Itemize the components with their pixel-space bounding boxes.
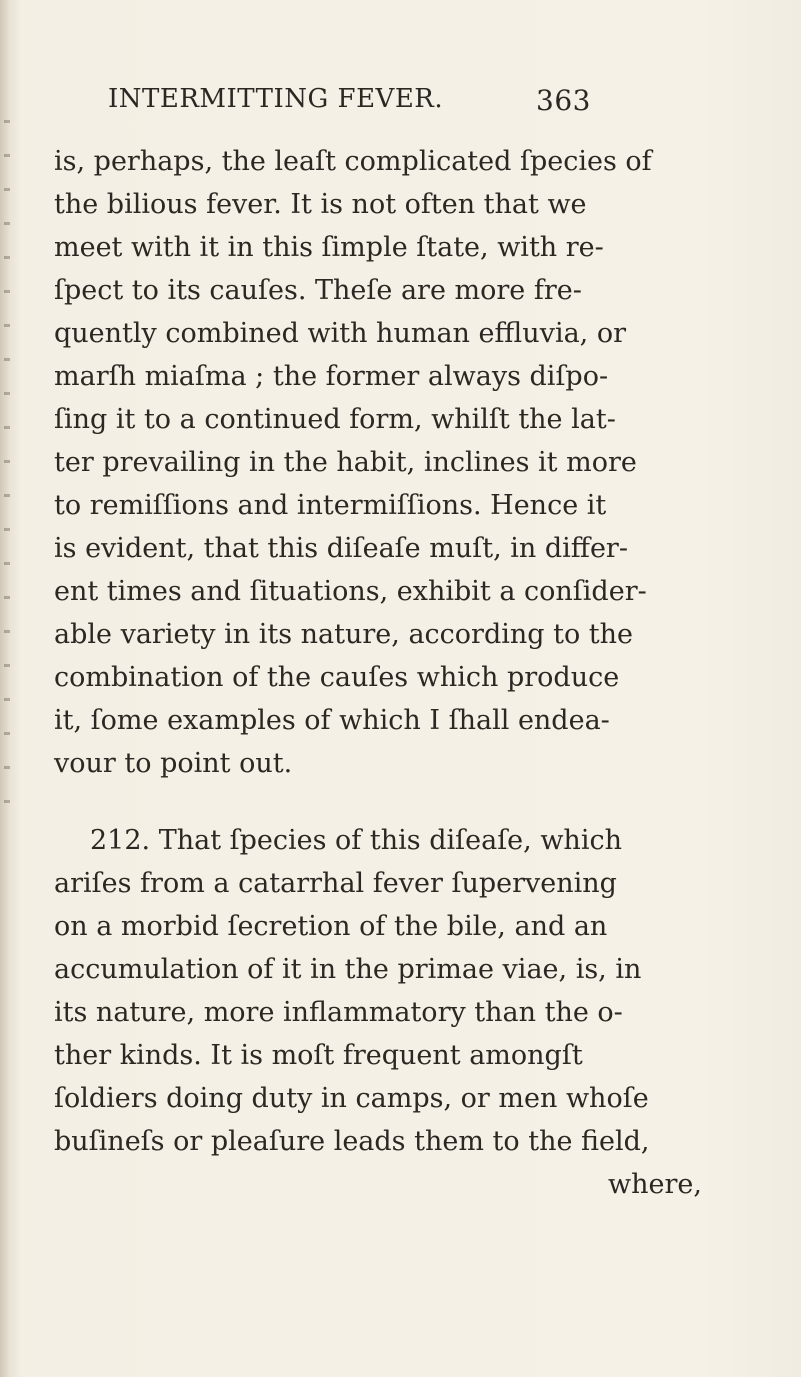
text-line: accumulation of it in the primae viae, is, in <box>54 954 642 985</box>
paragraph-2 <box>54 819 754 1163</box>
text-line: ſing it to a continued form, whilſt the lat- <box>54 404 616 435</box>
text-line: ſpect to its cauſes. Theſe are more fre- <box>54 275 582 306</box>
text-line: vour to point out. <box>54 748 293 779</box>
text-line: ent times and ſituations, exhibit a conſider- <box>54 576 647 607</box>
text-line: it, ſome examples of which I ſhall endea- <box>54 705 610 736</box>
text-line: ariſes from a catarrhal fever ſupervening <box>54 868 617 899</box>
text-line: is, perhaps, the leaſt complicated ſpecies of <box>54 146 652 177</box>
page-number: 363 <box>536 84 591 117</box>
text-line: on a morbid ſecretion of the bile, and an <box>54 911 608 942</box>
text-line: the bilious fever. It is not often that we <box>54 189 587 220</box>
text-line: ſoldiers doing duty in camps, or men whoſe <box>54 1083 649 1114</box>
text-line: its nature, more inflammatory than the o- <box>54 997 623 1028</box>
text-line: quently combined with human effluvia, or <box>54 318 627 349</box>
text-line: is evident, that this diſeaſe muſt, in differ- <box>54 533 628 564</box>
text-line: marſh miaſma ; the former always diſpo- <box>54 361 609 392</box>
body-text <box>54 140 754 1206</box>
catchword: where, <box>608 1169 702 1200</box>
text-line: ther kinds. It is moſt frequent amongſt <box>54 1040 583 1071</box>
paragraph-gap <box>54 785 754 819</box>
text-line: able variety in its nature, according to the <box>54 619 634 650</box>
binding-gutter <box>4 120 10 820</box>
text-line: buſineſs or pleaſure leads them to the field, <box>54 1126 650 1157</box>
paragraph-1 <box>54 140 754 785</box>
text-line: ter prevailing in the habit, inclines it more <box>54 447 637 478</box>
running-title: INTERMITTING FEVER. <box>108 84 444 114</box>
text-line: combination of the cauſes which produce <box>54 662 620 693</box>
text-line: meet with it in this ſimple ſtate, with re- <box>54 232 604 263</box>
page-header <box>108 84 628 124</box>
text-line: 212. That ſpecies of this diſeaſe, which <box>90 825 622 856</box>
text-line: to remiſſions and intermiſſions. Hence it <box>54 490 607 521</box>
